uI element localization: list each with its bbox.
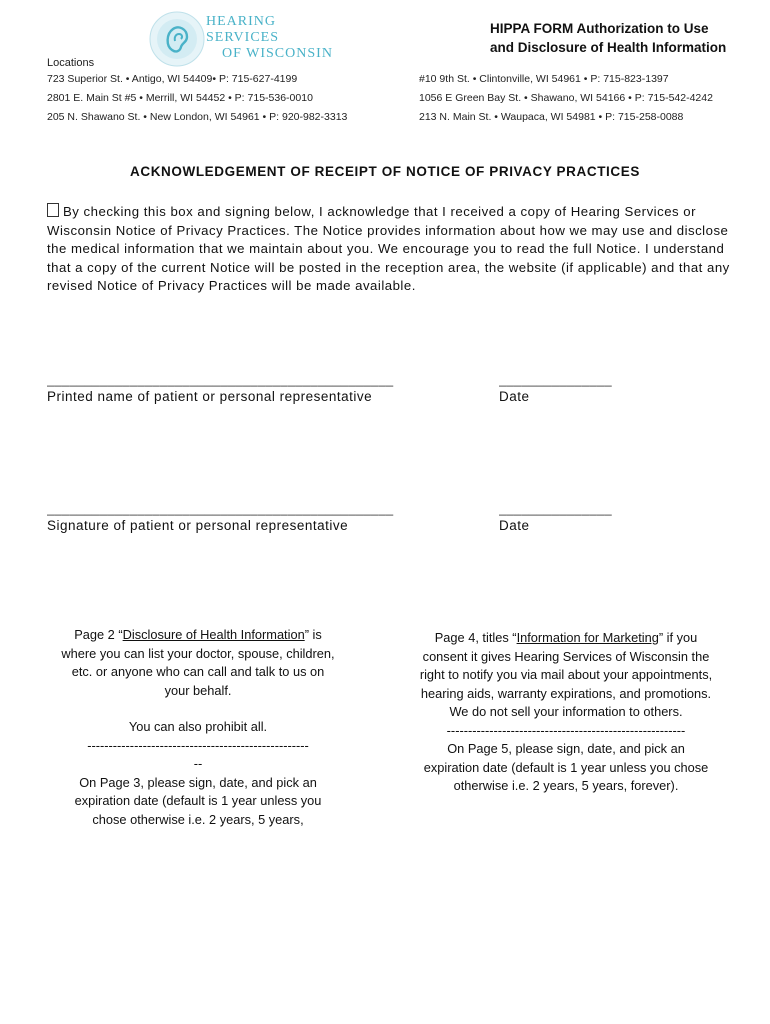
divider: -------------------------------------------------------- [446, 722, 686, 738]
disclosure-link: Disclosure of Health Information [122, 627, 305, 642]
form-title-line-1: HIPPA FORM Authorization to Use [490, 21, 709, 36]
company-logo [148, 10, 338, 68]
section-heading: ACKNOWLEDGEMENT OF RECEIPT OF NOTICE OF PRIVACY PRACTICES [130, 164, 640, 179]
divider: ---------------------------------------------------- [87, 737, 309, 753]
form-title-line-2: and Disclosure of Health Information [490, 40, 727, 55]
note-right-no-sell: We do not sell your information to others. [449, 704, 683, 719]
note-right [418, 629, 714, 796]
logo-line-3: OF WISCONSIN [222, 46, 333, 61]
location-address: 1056 E Green Bay St. • Shawano, WI 54166 • P: 715-542-4242 [419, 92, 713, 104]
locations-label: Locations [47, 57, 95, 69]
locations-left [47, 73, 347, 130]
date-label: Date [499, 518, 530, 533]
logo-line-2: SERVICES [206, 30, 280, 45]
form-title [490, 19, 726, 57]
acknowledgement-text: By checking this box and signing below, I acknowledge that I received a copy of Hearing Services or Wisconsin Notice of Privacy Practices. The Notice provides information about how we may use and disclose the medical information that we maintain about you. We encourage you to read the full Notice. I understand that a copy of the current Notice will be posted in the reception area, the website (if applicable) and that any revised Notice of Privacy Practices will be made available. [47, 204, 730, 294]
note-left-page3: On Page 3, please sign, date, and pick an expiration date (default is 1 year unless you chose otherwise i.e. 2 years, 5 years, [74, 774, 322, 827]
signature-line[interactable]: ______________________________________________ [47, 501, 394, 516]
printed-name-line[interactable]: ______________________________________________ [47, 372, 394, 387]
date-line[interactable]: _______________ [499, 372, 612, 387]
note-right-page4: Page 4, titles “Information for Marketing” if you consent it gives Hearing Services of Wisconsin the right to notify you via mail about your appointments, hearing aids, warranty expirations, and promotions. [419, 630, 713, 701]
note-left [58, 626, 338, 829]
location-address: 205 N. Shawano St. • New London, WI 54961 • P: 920-982-3313 [47, 111, 348, 123]
printed-name-label: Printed name of patient or personal representative [47, 389, 373, 404]
date-line[interactable]: _______________ [499, 501, 612, 516]
date-label: Date [499, 389, 530, 404]
signature-label: Signature of patient or personal representative [47, 518, 349, 533]
logo-wordmark [206, 14, 333, 62]
ear-icon [148, 10, 206, 68]
logo-line-1: HEARING [206, 14, 276, 29]
note-left-page2: Page 2 “Disclosure of Health Information” is where you can list your doctor, spouse, children, etc. or anyone who can call and talk to us on your behalf. [61, 627, 335, 698]
location-address: 2801 E. Main St #5 • Merrill, WI 54452 • P: 715-536-0010 [47, 92, 313, 104]
note-left-prohibit: You can also prohibit all. [128, 719, 268, 734]
location-address: 213 N. Main St. • Waupaca, WI 54981 • P: 715-258-0088 [419, 111, 684, 123]
location-address: 723 Superior St. • Antigo, WI 54409• P: 715-627-4199 [47, 73, 298, 85]
locations-right [419, 73, 713, 130]
note-right-page5: On Page 5, please sign, date, and pick an expiration date (default is 1 year unless you chose otherwise i.e. 2 years, 5 years, forever). [423, 741, 709, 793]
divider: -- [193, 756, 203, 771]
acknowledgement-paragraph [47, 203, 737, 296]
marketing-link: Information for Marketing [516, 630, 659, 645]
location-address: #10 9th St. • Clintonville, WI 54961 • P: 715-823-1397 [419, 73, 669, 85]
acknowledge-checkbox[interactable] [47, 203, 59, 217]
